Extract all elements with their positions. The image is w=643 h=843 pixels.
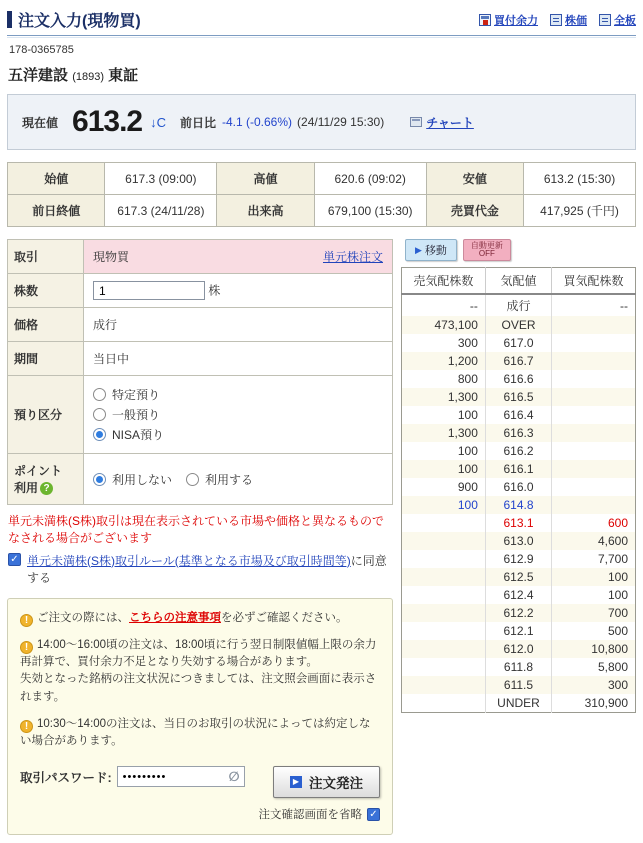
order-book-row [402, 442, 636, 460]
full-board-link[interactable] [599, 12, 636, 28]
buying-power-link-label: 買付余力 [494, 14, 538, 27]
sell-qty-cell [402, 622, 486, 640]
trade-cell [84, 240, 393, 274]
document-icon [550, 14, 562, 26]
points-radio-group [93, 468, 383, 491]
order-book-row [402, 294, 636, 316]
period-label: 期間 [8, 342, 84, 376]
quantity-label: 株数 [8, 274, 84, 308]
alert-icon: ! [20, 614, 33, 627]
price-cell: 616.7 [485, 352, 551, 370]
sell-qty-cell: 900 [457, 480, 478, 494]
help-icon[interactable]: ? [40, 482, 53, 495]
radio-label: NISA預り [112, 428, 165, 442]
order-number: 178-0365785 [9, 44, 74, 56]
price-cell: 成行 [485, 294, 551, 316]
order-book-table [401, 267, 636, 713]
sell-qty-cell: 1,300 [447, 426, 478, 440]
chart-window-icon [410, 117, 422, 127]
order-book-row [402, 676, 636, 694]
alert-icon: ! [20, 720, 33, 733]
sell-qty-header: 売気配株数 [402, 268, 486, 295]
sell-qty-cell [402, 640, 486, 658]
price-cell: 611.5 [485, 676, 551, 694]
change-label: 前日比 [179, 115, 216, 130]
move-button-label: 移動 [424, 245, 447, 257]
buy-qty-cell: 7,700 [552, 550, 636, 568]
skip-confirm-line [259, 806, 381, 822]
form-row-points [8, 454, 393, 505]
summary-label: 売買代金 [426, 195, 523, 227]
summary-value: 679,100 (15:30) [314, 195, 426, 227]
order-book-row [402, 640, 636, 658]
note-3 [20, 716, 380, 751]
points-label-line1: ポイント [14, 464, 63, 478]
buy-qty-cell [552, 496, 636, 514]
buying-power-link[interactable] [479, 12, 538, 28]
price-cell: 611.8 [485, 658, 551, 676]
skip-confirm-label: 注文確認画面を省略 [258, 809, 362, 822]
buy-qty-cell: 4,600 [552, 532, 636, 550]
summary-value: 617.3 (09:00) [105, 163, 217, 195]
down-arrow-icon: ↓C [150, 114, 166, 130]
triangle-icon: ▶ [415, 244, 422, 255]
summary-row [8, 195, 636, 227]
note-2 [20, 637, 380, 706]
price-cell: 成行 [84, 308, 393, 342]
order-form-column [7, 239, 393, 835]
price-cell: 612.4 [485, 586, 551, 604]
price-cell: 613.1 [485, 514, 551, 532]
order-book-row [402, 586, 636, 604]
page-title: 注文入力(現物買) [18, 13, 141, 30]
notes-box [7, 598, 393, 836]
buy-qty-cell: 10,800 [552, 640, 636, 658]
price-cell: 612.2 [485, 604, 551, 622]
password-input[interactable] [117, 766, 245, 787]
full-board-link-label: 全板 [614, 14, 636, 27]
buy-qty-cell: 700 [552, 604, 636, 622]
radio-label: 利用しない [112, 472, 173, 487]
order-book-row [402, 334, 636, 352]
buy-qty-cell [552, 316, 636, 334]
order-book-row [402, 496, 636, 514]
deposit-cell [84, 376, 393, 454]
price-cell: 616.2 [485, 442, 551, 460]
buy-qty-cell: 100 [552, 568, 636, 586]
buy-qty-cell [552, 406, 636, 424]
odd-lot-warning: 単元未満株(S株)取引は現在表示されている市場や価格と異なるものでなされる場合がございます [8, 514, 384, 545]
order-book-row [402, 622, 636, 640]
sell-qty-cell: 100 [457, 408, 478, 422]
summary-label: 出来高 [217, 195, 314, 227]
order-book-row [402, 568, 636, 586]
summary-label: 始値 [8, 163, 105, 195]
buy-qty-cell [552, 352, 636, 370]
form-row-period [8, 342, 393, 376]
submit-wrap [259, 766, 381, 822]
price-cell: 616.4 [485, 406, 551, 424]
buy-qty-cell [552, 478, 636, 496]
stock-title [8, 64, 636, 85]
place-order-label: 注文発注 [309, 776, 363, 792]
auto-refresh-label-line1: 自動更新 [470, 241, 503, 250]
order-book-row [402, 532, 636, 550]
buy-qty-cell [552, 370, 636, 388]
buy-qty-cell [552, 334, 636, 352]
agreement-text [27, 552, 392, 586]
change-value: -4.1 (-0.66%) [222, 115, 293, 129]
sell-qty-cell [402, 694, 486, 713]
order-book-row [402, 388, 636, 406]
quantity-unit: 株 [208, 283, 221, 298]
radio-option[interactable] [93, 471, 172, 488]
buy-qty-cell [552, 424, 636, 442]
price-cell: 616.0 [485, 478, 551, 496]
note1-post: を必ずご確認ください。 [221, 611, 348, 624]
sell-qty-cell [402, 568, 486, 586]
order-footer-row [20, 766, 380, 822]
price-cell: 616.1 [485, 460, 551, 478]
title-accent-bar [7, 11, 12, 28]
radio-label: 特定預り [112, 388, 161, 402]
agreement-line [8, 552, 392, 586]
sell-qty-cell [402, 586, 486, 604]
move-button[interactable] [405, 239, 457, 261]
unit-share-order-link[interactable]: 単元株注文 [322, 250, 383, 264]
arrow-square-icon: ▶ [290, 776, 302, 788]
quote-timestamp: (24/11/29 15:30) [297, 115, 385, 129]
order-book-row [402, 424, 636, 442]
sell-qty-cell [402, 658, 486, 676]
order-book-row [402, 316, 636, 334]
note1-pre: ご注文の際には、 [37, 611, 129, 624]
password-label: 取引パスワード: [20, 770, 112, 785]
sell-qty-cell [402, 550, 486, 568]
price-cell: 616.6 [485, 370, 551, 388]
summary-label: 安値 [426, 163, 523, 195]
price-cell: UNDER [485, 694, 551, 713]
form-row-trade [8, 240, 393, 274]
main-columns [7, 239, 636, 835]
auto-refresh-button[interactable] [463, 239, 511, 261]
buy-qty-cell: 500 [552, 622, 636, 640]
summary-label: 前日終値 [8, 195, 105, 227]
radio-option[interactable] [93, 426, 383, 443]
window-icon [479, 14, 491, 26]
auto-refresh-label-line2: OFF [478, 249, 495, 258]
price-cell: 614.8 [485, 496, 551, 514]
order-book-row [402, 604, 636, 622]
summary-value: 617.3 (24/11/28) [105, 195, 217, 227]
radio-label: 利用する [205, 472, 254, 487]
quantity-cell [84, 274, 393, 308]
skip-confirm-checkbox[interactable]: ✓ [367, 808, 380, 821]
points-cell [84, 454, 393, 505]
sell-qty-cell: -- [469, 298, 478, 313]
price-cell: OVER [485, 316, 551, 334]
order-book-row [402, 352, 636, 370]
sell-qty-cell [402, 676, 486, 694]
sell-qty-cell: 100 [457, 498, 478, 512]
stock-price-link[interactable] [550, 12, 587, 28]
place-order-button[interactable] [273, 766, 380, 798]
stock-code: (1893) [72, 71, 104, 83]
sell-qty-cell [402, 532, 486, 550]
board-buttons [405, 239, 636, 261]
buy-qty-cell [552, 460, 636, 478]
document-icon [599, 14, 611, 26]
order-book-header-row [402, 268, 636, 295]
order-book-row [402, 658, 636, 676]
sell-qty-cell [402, 514, 486, 532]
price-cell: 616.3 [485, 424, 551, 442]
sell-qty-cell: 300 [457, 336, 478, 350]
title-wrap [7, 8, 141, 31]
order-book-row [402, 514, 636, 532]
form-row-price [8, 308, 393, 342]
buy-qty-cell: 600 [552, 514, 636, 532]
sell-qty-cell [402, 604, 486, 622]
price-cell: 616.5 [485, 388, 551, 406]
deposit-radio-group [93, 386, 383, 443]
sell-qty-cell: 800 [457, 372, 478, 386]
price-cell: 617.0 [485, 334, 551, 352]
header-divider [7, 35, 636, 38]
stock-market: 東証 [108, 67, 139, 84]
summary-row [8, 163, 636, 195]
note2-line1: 14:00〜16:00頃の注文は、18:00頃に行う翌日制限値幅上限の余力再計算で、買付余力不足となり失効する場合があります。 [20, 638, 377, 669]
note3-text: 10:30〜14:00の注文は、当日のお取引の状況によっては約定しない場合があります。 [20, 717, 371, 748]
points-label [8, 454, 84, 505]
password-box [117, 766, 245, 787]
form-row-quantity [8, 274, 393, 308]
radio-option[interactable] [93, 406, 383, 423]
order-book-row [402, 694, 636, 713]
price-label: 価格 [8, 308, 84, 342]
price-cell: 612.9 [485, 550, 551, 568]
quote-price-header: 気配値 [485, 268, 551, 295]
note2-line2: 失効となった銘柄の注文状況につきましては、注文照会画面に表示されます。 [20, 673, 377, 703]
caution-link[interactable]: こちらの注意事項 [129, 611, 221, 624]
buy-qty-cell: 310,900 [552, 694, 636, 713]
order-book-row [402, 478, 636, 496]
current-price-value: 613.2 [72, 105, 143, 138]
buy-qty-cell: 5,800 [552, 658, 636, 676]
summary-value: 613.2 (15:30) [524, 163, 636, 195]
buy-qty-cell: -- [552, 294, 636, 316]
alert-icon: ! [20, 641, 33, 654]
price-cell: 612.0 [485, 640, 551, 658]
radio-icon[interactable] [93, 428, 106, 441]
sell-qty-cell: 100 [457, 444, 478, 458]
radio-icon[interactable] [93, 388, 106, 401]
quantity-input[interactable] [93, 281, 205, 300]
agreement-suffix: に同意する [27, 553, 387, 585]
order-book-row [402, 406, 636, 424]
summary-value: 620.6 (09:02) [314, 163, 426, 195]
buy-qty-cell: 100 [552, 586, 636, 604]
points-label-line2: 利用 [14, 481, 39, 495]
order-book-column [401, 239, 636, 713]
radio-option[interactable] [186, 471, 253, 488]
sell-qty-cell: 1,300 [447, 390, 478, 404]
radio-icon[interactable] [93, 473, 106, 486]
summary-label: 高値 [217, 163, 314, 195]
stock-name: 五洋建設 [8, 67, 69, 84]
chart-link-wrap [410, 114, 474, 131]
form-row-deposit [8, 376, 393, 454]
summary-table [7, 162, 636, 227]
price-cell: 613.0 [485, 532, 551, 550]
page-header [7, 4, 636, 34]
trade-value: 現物買 [93, 250, 130, 264]
quote-box [7, 94, 636, 150]
trade-label: 取引 [8, 240, 84, 274]
sell-qty-cell: 473,100 [434, 318, 478, 332]
trade-rules-link[interactable]: 単元未満株(S株)取引ルール(基準となる市場及び取引時間等) [27, 553, 351, 568]
period-cell: 当日中 [84, 342, 393, 376]
eye-off-icon[interactable]: ∅ [228, 769, 240, 785]
note-1 [20, 610, 380, 627]
price-cell: 612.5 [485, 568, 551, 586]
sell-qty-cell: 1,200 [447, 354, 478, 368]
password-wrap [20, 766, 245, 787]
summary-value: 417,925 (千円) [524, 195, 636, 227]
radio-icon[interactable] [93, 408, 106, 421]
order-book-row [402, 370, 636, 388]
radio-label: 一般預り [112, 408, 161, 422]
buy-qty-cell [552, 442, 636, 460]
radio-icon[interactable] [186, 473, 199, 486]
order-form-table [7, 239, 393, 505]
order-book-row [402, 460, 636, 478]
sell-qty-cell: 100 [457, 462, 478, 476]
chart-link[interactable]: チャート [426, 115, 474, 130]
deposit-label: 預り区分 [8, 376, 84, 454]
order-book-row [402, 550, 636, 568]
current-price-label: 現在値 [22, 115, 59, 130]
buy-qty-cell [552, 388, 636, 406]
buy-qty-header: 買気配株数 [552, 268, 636, 295]
price-cell: 612.1 [485, 622, 551, 640]
header-links [479, 12, 636, 28]
stock-price-link-label: 株価 [565, 14, 587, 27]
agree-checkbox[interactable]: ✓ [8, 553, 21, 566]
radio-option[interactable] [93, 386, 383, 403]
buy-qty-cell: 300 [552, 676, 636, 694]
